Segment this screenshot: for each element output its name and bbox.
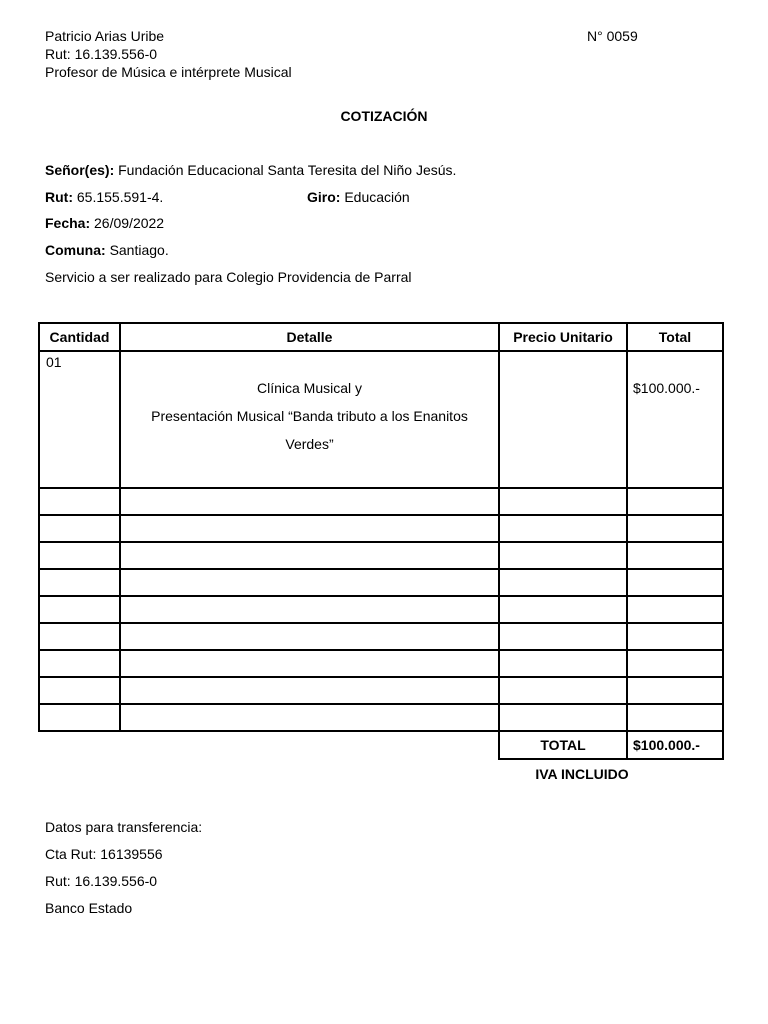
empty-cell — [120, 704, 499, 731]
empty-cell — [120, 596, 499, 623]
item-quantity: 01 — [39, 351, 120, 488]
transfer-heading: Datos para transferencia: — [45, 819, 203, 835]
header-cantidad: Cantidad — [39, 323, 120, 351]
client-rut — [45, 189, 163, 205]
fecha-value: 26/09/2022 — [94, 215, 165, 231]
empty-cell — [499, 542, 627, 569]
table-row — [39, 704, 723, 731]
empty-cell — [120, 650, 499, 677]
empty-cell — [627, 569, 723, 596]
item-unit-price — [499, 351, 627, 488]
item-detail — [120, 351, 499, 488]
table-row — [39, 488, 723, 515]
comuna-value: Santiago. — [109, 242, 169, 258]
iva-note: IVA INCLUIDO — [535, 766, 629, 782]
empty-cell — [627, 677, 723, 704]
empty-cell — [499, 569, 627, 596]
service-note: Servicio a ser realizado para Colegio Providencia de Parral — [45, 269, 412, 285]
comuna-label: Comuna: — [45, 242, 106, 258]
empty-cell — [627, 704, 723, 731]
item-total: $100.000.- — [627, 351, 723, 488]
table-row — [39, 677, 723, 704]
empty-cell — [499, 623, 627, 650]
item-detail-line: Clínica Musical y — [256, 380, 363, 396]
fecha-label: Fecha: — [45, 215, 91, 231]
client-fecha — [45, 215, 164, 231]
empty-cell — [499, 488, 627, 515]
empty-cell — [499, 677, 627, 704]
empty-cell — [627, 650, 723, 677]
empty-cell — [627, 596, 723, 623]
giro-value: Educación — [344, 189, 410, 205]
giro-label: Giro: — [307, 189, 341, 205]
empty-cell — [499, 596, 627, 623]
empty-cell — [39, 569, 120, 596]
total-row — [39, 731, 723, 759]
empty-cell — [120, 623, 499, 650]
total-value: $100.000.- — [627, 731, 723, 759]
empty-cell — [39, 650, 120, 677]
table-row — [39, 569, 723, 596]
header-total: Total — [627, 323, 723, 351]
empty-cell — [39, 704, 120, 731]
quote-number: N° 0059 — [587, 28, 638, 44]
empty-cell — [39, 623, 120, 650]
senores-value: Fundación Educacional Santa Teresita del Niño Jesús. — [118, 162, 457, 178]
issuer-name: Patricio Arias Uribe — [45, 28, 165, 44]
table-header-row — [39, 323, 723, 351]
empty-cell — [39, 515, 120, 542]
empty-cell — [499, 650, 627, 677]
spacer-cell — [120, 731, 499, 759]
empty-cell — [120, 488, 499, 515]
empty-cell — [499, 704, 627, 731]
item-detail-line: Verdes” — [285, 436, 334, 452]
empty-cell — [499, 515, 627, 542]
table-row — [39, 650, 723, 677]
empty-cell — [39, 596, 120, 623]
client-comuna — [45, 242, 169, 258]
client-giro — [307, 189, 410, 205]
transfer-bank: Banco Estado — [45, 900, 133, 916]
empty-cell — [627, 515, 723, 542]
empty-cell — [39, 542, 120, 569]
table-row — [39, 623, 723, 650]
table-row — [39, 596, 723, 623]
total-label: TOTAL — [499, 731, 627, 759]
empty-cell — [120, 515, 499, 542]
client-senores — [45, 162, 456, 178]
header-detalle: Detalle — [120, 323, 499, 351]
table-row — [39, 542, 723, 569]
empty-cell — [39, 677, 120, 704]
quote-table — [38, 322, 724, 760]
empty-cell — [627, 623, 723, 650]
empty-cell — [120, 569, 499, 596]
client-rut-value: 65.155.591-4. — [76, 189, 164, 205]
empty-cell — [39, 488, 120, 515]
empty-cell — [120, 677, 499, 704]
transfer-rut: Rut: 16.139.556-0 — [45, 873, 158, 889]
empty-cell — [120, 542, 499, 569]
issuer-profession: Profesor de Música e intérprete Musical — [45, 64, 292, 80]
header-precio-unitario: Precio Unitario — [499, 323, 627, 351]
item-detail-line: Presentación Musical “Banda tributo a los Enanitos — [151, 408, 468, 424]
empty-cell — [627, 542, 723, 569]
issuer-rut: Rut: 16.139.556-0 — [45, 46, 158, 62]
spacer-cell — [39, 731, 120, 759]
transfer-cta-rut: Cta Rut: 16139556 — [45, 846, 163, 862]
table-row — [39, 515, 723, 542]
document-title: COTIZACIÓN — [340, 108, 428, 124]
client-rut-label: Rut: — [45, 189, 73, 205]
senores-label: Señor(es): — [45, 162, 115, 178]
table-row — [39, 351, 723, 488]
empty-cell — [627, 488, 723, 515]
